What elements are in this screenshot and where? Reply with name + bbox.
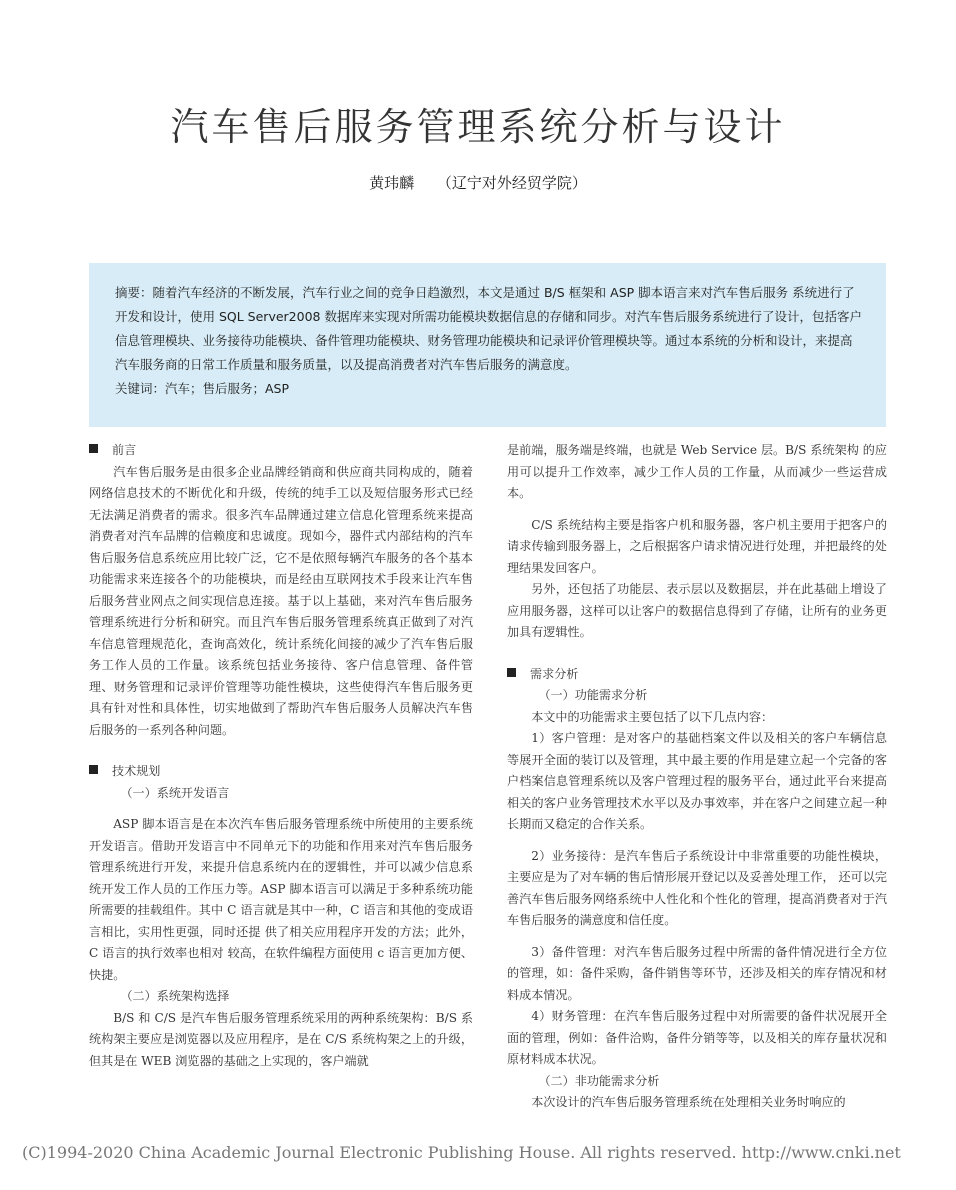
author-line (0, 172, 956, 193)
paragraph: B/S 和 C/S 是汽车售后服务管理系统采用的两种系统架构：B/S 系统构架主要应是浏览器以及应用程序，是在 C/S 系统构架之上的升级，但其是在 WEB 浏览器的基础之上实现的，客户端就 (89, 1010, 473, 1068)
paragraph: 是前端，服务端是终端，也就是 Web Service 层。B/S 系统架构 的应用可以提升工作效率，减少工作人员的工作量，从而减少一些运营成本。 (507, 443, 887, 500)
section-heading-preface: 前言 (89, 440, 473, 462)
list-item: 4）财务管理：在汽车售后服务过程中对所需要的备件状况展开全面的管理，例如：备件洽购，备件分销等等，以及相关的库存量状况和原材料成本状况。 (507, 1009, 887, 1066)
paragraph: C/S 系统结构主要是指客户机和服务器，客户机主要用于把客户的请求传输到服务器上，之后根据客户请求情况进行处理，并把最终的处理结果发回客户。 (507, 517, 887, 575)
abstract-text: 摘要：随着汽车经济的不断发展，汽车行业之间的竞争日趋激烈，本文是通过 B/S 框架和 ASP 脚本语言来对汽车售后服务 系统进行了开发和设计，使用 SQL Server2008 数据库来实现对所需功能模块数据信息的存储和同步。对汽车售后服务系统进行了设计，包括客户信息管理模块、业务接待功能模块、备件管理功能模块、财务管理功能模块和记录评价管理模块等。通过本系统的分析和设计，来提高汽车服务商的日常工作质量和服务质量，以及提高消费者对汽车售后服务的满意度。 (115, 285, 862, 372)
keywords: 关键词：汽车；售后服务；ASP (115, 381, 290, 396)
subsection-heading: （一）系统开发语言 (120, 785, 230, 800)
square-bullet-icon (89, 444, 98, 453)
list-item: 2）业务接待：是汽车售后子系统设计中非常重要的功能性模块，主要应是为了对车辆的售后情形展开登记以及妥善处理工作， 还可以完善汽车售后服务网络系统中人性化和个性化的管理，提高消费者对于汽车售后服务的满意度和信任度。 (507, 848, 887, 927)
square-bullet-icon (507, 668, 516, 677)
section-heading-tech: 技术规划 (89, 761, 473, 783)
section-heading-requirements: 需求分析 (507, 664, 887, 686)
subsection-heading: （一）功能需求分析 (538, 688, 648, 702)
square-bullet-icon (89, 765, 98, 774)
author-affiliation: （辽宁对外经贸学院） (436, 174, 587, 192)
paragraph: 本文中的功能需求主要包括了以下几点内容： (531, 709, 774, 724)
subsection-heading: （二）系统架构选择 (120, 989, 230, 1003)
paragraph: 另外，还包括了功能层、表示层以及数据层，并在此基础上增设了应用服务器，这样可以让客户的数据信息得到了存储，让所有的业务更加具有逻辑性。 (507, 582, 887, 639)
list-item: 3）备件管理：对汽车售后服务过程中所需的备件情况进行全方位的管理，如：备件采购，备件销售等环节，还涉及相关的库存情况和材料成本情况。 (507, 944, 887, 1002)
paragraph: 本次设计的汽车售后服务管理系统在处理相关业务时响应的 (531, 1095, 846, 1109)
abstract-box (89, 263, 886, 427)
right-column (507, 440, 887, 1114)
subsection-heading: （二）非功能需求分析 (538, 1073, 660, 1088)
paragraph: 汽车售后服务是由很多企业品牌经销商和供应商共同构成的，随着网络信息技术的不断优化和升级，传统的纯手工以及短信服务形式已经无法满足消费者的需求。很多汽车品牌通过建立信息化管理系统来提高消费者对汽车品牌的信赖度和忠诚度。现如今，器件式内部结构的汽车售后服务信息系统应用比较广泛，它不是依照每辆汽车服务的各个基本功能需求来连接各个的功能模块，而是经由互联网技术手段来让汽车售后服务营业网点之间实现信息连接。基于以上基础，来对汽车售后服务管理系统进行分析和研究。而且汽车售后服务管理系统真正做到了对汽车信息管理规范化，查询高效化，统计系统化间接的减少了汽车售后服务工作人员的工作量。该系统包括业务接待、客户信息管理、备件管理、财务管理和记录评价管理等功能性模块，这些使得汽车售后服务更具有针对性和具体性，切实地做到了帮助汽车售后服务人员解决汽车售后服务的一系列各种问题。 (89, 464, 473, 737)
page-title: 汽车售后服务管理系统分析与设计 (170, 105, 786, 149)
paragraph: ASP 脚本语言是在本次汽车售后服务管理系统中所使用的主要系统开发语言。借助开发语言中不同单元下的功能和作用来对汽车售后服务管理系统进行开发，来提升信息系统内在的逻辑性，并可以减少信息系统开发工作人员的工作压力等。ASP 脚本语言可以满足于多种系统功能所需要的挂载组件。其中 C 语言就是其中一种，C 语言和其他的变成语言相比，实用性更强，同时还提 供了相关应用程序开发的方法；此外，C 语言的执行效率也相对 较高，在软件编程方面使用 c 语言更加方便、快捷。 (89, 817, 473, 982)
list-item: 1）客户管理：是对客户的基础档案文件以及相关的客户车辆信息等展开全面的装订以及管理，其中最主要的作用是建立起一个完备的客户档案信息管理系统以及客户管理过程的服务平台，通过此平台来提高相关的客户业务管理技术水平以及办事效率，并在客户之间建立起一种长期而又稳定的合作关系。 (507, 731, 887, 831)
copyright-footer: (C)1994-2020 China Academic Journal Electronic Publishing House. All rights reserved. http://www.cnki.net (22, 1143, 901, 1162)
author-name: 黄玮麟 (369, 174, 415, 192)
left-column (89, 440, 473, 1072)
